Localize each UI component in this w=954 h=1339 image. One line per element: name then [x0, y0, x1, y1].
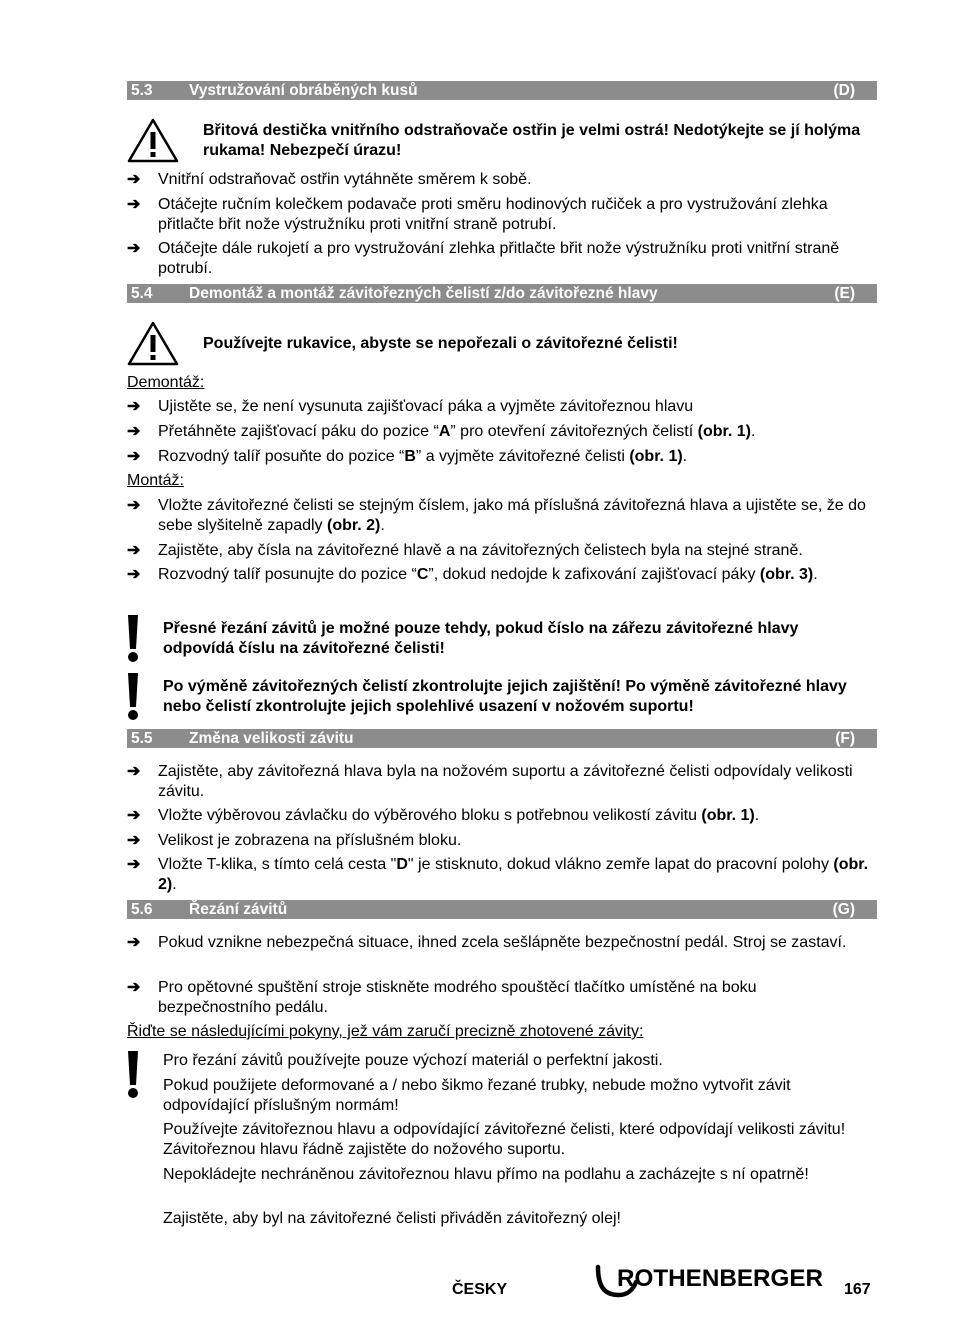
section-header-5-6: [127, 900, 877, 919]
list-item: ➔ Otáčejte dále rukojetí a pro vystružování zlehka přitlačte břit nože výstružníku proti vnitřní straně potrubí.: [127, 240, 840, 277]
footer-language: ČESKY: [452, 1281, 508, 1298]
list-item: ➔ Pro opětovné spuštění stroje stiskněte modrého spouštěcí tlačítko umístěné na boku bezpečnostního pedálu.: [127, 979, 757, 1016]
exclamation-icon: [125, 615, 141, 663]
list-item: ➔ Velikost je zobrazena na příslušném bloku.: [127, 832, 462, 849]
warning-triangle-icon: [126, 117, 180, 164]
section-number: 5.6: [131, 901, 153, 918]
arrow-icon: ➔: [127, 566, 141, 583]
section-ref: (D): [833, 82, 855, 99]
page-number: 167: [844, 1281, 871, 1298]
instruction-note: Používejte závitořeznou hlavu a odpovídající závitořezné čelisti, které odpovídají velikosti závitu! Závitořeznou hlavu řádně zajistěte do nožového suportu.: [163, 1121, 846, 1158]
section-header-5-3: [127, 81, 877, 100]
arrow-icon: ➔: [127, 196, 141, 213]
instruction-note: Pro řezání závitů používejte pouze výchozí materiál o perfektní jakosti.: [163, 1052, 663, 1069]
arrow-icon: ➔: [127, 542, 141, 559]
demontaz-label: Demontáž:: [127, 374, 205, 391]
montaz-label: Montáž:: [127, 472, 184, 489]
arrow-icon: ➔: [127, 856, 141, 873]
warning-text: Břitová destička vnitřního odstraňovače ostřin je velmi ostrá! Nedotýkejte se jí holýma rukama! Nebezpečí úrazu!: [203, 122, 861, 159]
arrow-icon: ➔: [127, 171, 141, 188]
warning-triangle-icon: [126, 320, 180, 367]
section-number: 5.4: [131, 285, 153, 302]
list-item: ➔ Přetáhněte zajišťovací páku do pozice “A” pro otevření závitořezných čelistí (obr. 1).: [127, 423, 756, 440]
section-title: Změna velikosti závitu: [189, 730, 354, 747]
section-title: Vystružování obráběných kusů: [189, 82, 418, 99]
section-ref: (E): [834, 285, 855, 302]
rothenberger-logo-icon: [595, 1262, 835, 1298]
section-ref: (F): [835, 730, 855, 747]
arrow-icon: ➔: [127, 832, 141, 849]
arrow-icon: ➔: [127, 763, 141, 780]
arrow-icon: ➔: [127, 240, 141, 257]
list-item: ➔ Vnitřní odstraňovač ostřin vytáhněte směrem k sobě.: [127, 171, 532, 188]
arrow-icon: ➔: [127, 448, 141, 465]
exclamation-icon: [125, 673, 141, 721]
instructions-heading: Řiďte se následujícími pokyny, jež vám zaručí precizně zhotovené závity:: [127, 1023, 644, 1040]
svg-text:ROTHENBERGER: ROTHENBERGER: [617, 1265, 823, 1292]
list-item: ➔ Vložte závitořezné čelisti se stejným číslem, jako má příslušná závitořezná hlava a ujistěte se, že do sebe slyšitelně zapadly (obr. 2).: [127, 497, 866, 534]
brand-logo: [595, 1262, 835, 1303]
arrow-icon: ➔: [127, 398, 141, 415]
section-header-5-4: [127, 284, 877, 303]
section-ref: (G): [832, 901, 855, 918]
section-title: Demontáž a montáž závitořezných čelistí z/do závitořezné hlavy: [189, 285, 658, 302]
instruction-note: Zajistěte, aby byl na závitořezné čelisti přiváděn závitořezný olej!: [163, 1210, 621, 1227]
arrow-icon: ➔: [127, 934, 141, 951]
arrow-icon: ➔: [127, 423, 141, 440]
section-number: 5.5: [131, 730, 153, 747]
section-title: Řezání závitů: [189, 901, 288, 918]
list-item: ➔ Zajistěte, aby závitořezná hlava byla na nožovém suportu a závitořezné čelisti odpovídaly velikosti závitu.: [127, 763, 853, 800]
list-item: ➔ Vložte výběrovou závlačku do výběrového bloku s potřebnou velikostí závitu (obr. 1).: [127, 807, 760, 824]
instruction-note: Pokud použijete deformované a / nebo šikmo řezané trubky, nebude možno vytvořit závit odpovídající příslušným normám!: [163, 1077, 791, 1114]
arrow-icon: ➔: [127, 979, 141, 996]
important-note: Přesné řezání závitů je možné pouze tehdy, pokud číslo na zářezu závitořezné hlavy odpovídá číslu na závitořezné čelisti!: [163, 620, 799, 657]
warning-text: Používejte rukavice, abyste se nepořezali o závitořezné čelisti!: [203, 335, 678, 352]
arrow-icon: ➔: [127, 807, 141, 824]
arrow-icon: ➔: [127, 497, 141, 514]
section-header-5-5: [127, 729, 877, 748]
important-note: Po výměně závitořezných čelistí zkontrolujte jejich zajištění! Po výměně závitořezné hlavy nebo čelistí zkontrolujte jejich spolehlivé usazení v nožovém suportu!: [163, 678, 847, 715]
list-item: ➔ Rozvodný talíř posuňte do pozice “B” a vyjměte závitořezné čelisti (obr. 1).: [127, 448, 688, 465]
section-number: 5.3: [131, 82, 153, 99]
list-item: ➔ Pokud vznikne nebezpečná situace, ihned zcela sešlápněte bezpečnostní pedál. Stroj se zastaví.: [127, 934, 847, 951]
exclamation-icon: [125, 1051, 141, 1099]
list-item: ➔ Rozvodný talíř posunujte do pozice “C”, dokud nedojde k zafixování zajišťovací páky (obr. 3).: [127, 566, 818, 583]
list-item: ➔ Vložte T-klika, s tímto celá cesta "D" je stisknuto, dokud vlákno zemře lapat do pracovní polohy (obr. 2).: [127, 856, 869, 893]
list-item: ➔ Otáčejte ručním kolečkem podavače proti směru hodinových ručiček a pro vystružování zlehka přitlačte břit nože výstružníku proti vnitřní straně potrubí.: [127, 196, 828, 233]
list-item: ➔ Ujistěte se, že není vysunuta zajišťovací páka a vyjměte závitořeznou hlavu: [127, 398, 694, 415]
instruction-note: Nepokládejte nechráněnou závitořeznou hlavu přímo na podlahu a zacházejte s ní opatrně!: [163, 1166, 809, 1183]
list-item: ➔ Zajistěte, aby čísla na závitořezné hlavě a na závitořezných čelistech byla na stejné straně.: [127, 542, 803, 559]
